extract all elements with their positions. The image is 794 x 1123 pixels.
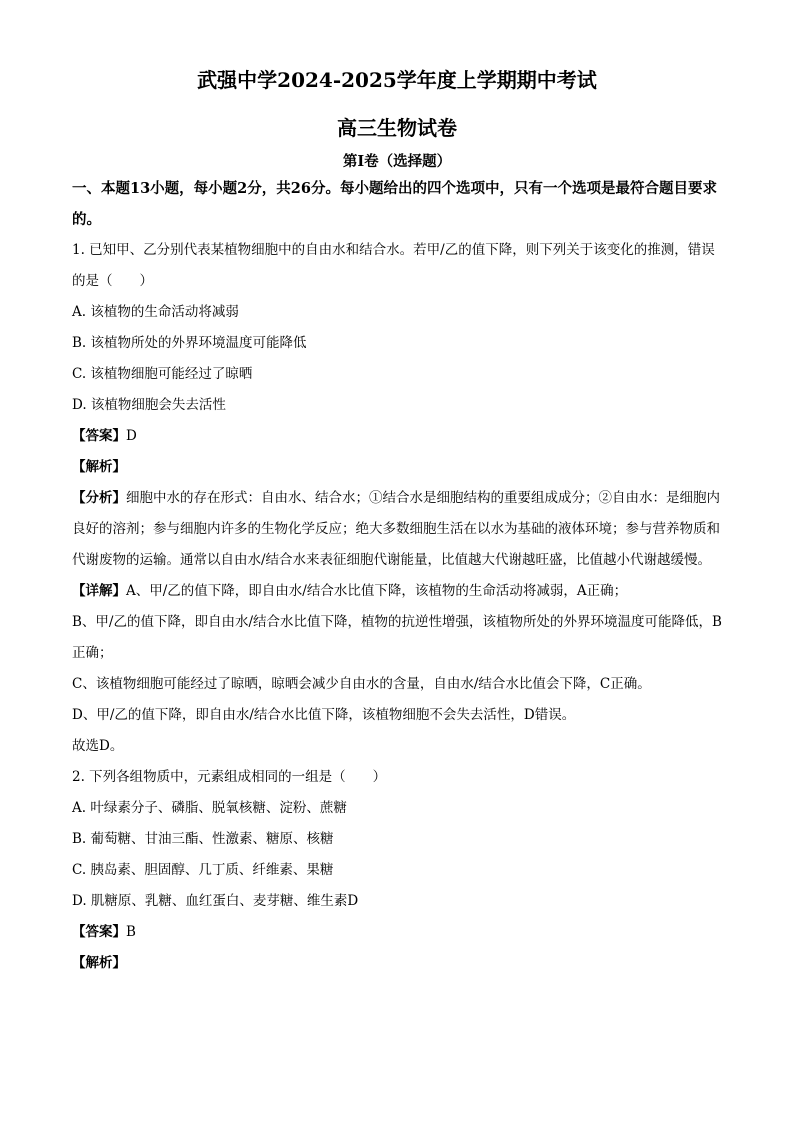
question-1-xiangjie-a [72,576,722,607]
question-1-xiangjie-d: D、甲/乙的值下降，即自由水/结合水比值下降，该植物细胞不会失去活性，D错误。 [72,707,576,723]
question-2-option-d: D. 肌糖原、乳糖、血红蛋白、麦芽糖、维生素D [72,893,359,909]
exam-subtitle: 高三生物试卷 [337,116,457,140]
exam-title: 武强中学2024-2025学年度上学期期中考试 [197,68,597,92]
question-1-xiangjie-b: B、甲/乙的值下降，即自由水/结合水比值下降，植物的抗逆性增强，该植物所处的外界环境温度可能降低，B正确； [72,614,722,661]
section-instruction: 一、本题13小题，每小题2分，共26分。每小题给出的四个选项中，只有一个选项是最符合题目要求的。 [72,180,717,228]
question-1-stem: 1. 已知甲、乙分别代表某植物细胞中的自由水和结合水。若甲/乙的值下降，则下列关于该变化的推测，错误的是（ ） [72,242,715,289]
analysis-label: 【解析】 [72,955,126,971]
question-1-xiangjie-c: C、该植物细胞可能经过了晾晒，晾晒会减少自由水的含量，自由水/结合水比值会下降，C正确。 [72,676,651,692]
question-2-stem: 2. 下列各组物质中，元素组成相同的一组是（ ） [72,769,387,785]
question-1-fenxi [72,483,722,576]
question-1-option-b: B. 该植物所处的外界环境温度可能降低 [72,335,307,351]
fenxi-label: 【分析】 [72,490,126,506]
fenxi-text: 细胞中水的存在形式：自由水、结合水；①结合水是细胞结构的重要组成成分；②自由水：是细胞内良好的溶剂；参与细胞内许多的生物化学反应；绝大多数细胞生活在以水为基础的液体环境；参与营养物质和代谢废物的运输。通常以自由水/结合水来表征细胞代谢能量，比值越大代谢越旺盛，比值越小代谢越缓慢。 [72,490,720,568]
question-1-analysis-heading [72,452,722,483]
xiangjie-label: 【详解】 [72,583,126,599]
question-1-option-a: A. 该植物的生命活动将减弱 [72,304,239,320]
question-1-option-c: C. 该植物细胞可能经过了晾晒 [72,366,253,382]
question-2-option-a: A. 叶绿素分子、磷脂、脱氧核糖、淀粉、蔗糖 [72,800,347,816]
question-2-option-b: B. 葡萄糖、甘油三酯、性激素、糖原、核糖 [72,831,334,847]
question-1-answer [72,421,722,452]
question-2 [72,762,722,979]
question-2-answer [72,917,722,948]
answer-value: B [126,924,136,940]
answer-value: D [126,428,137,444]
xiangjie-line: A、甲/乙的值下降，即自由水/结合水比值下降，该植物的生命活动将减弱，A正确； [126,583,628,599]
question-2-analysis-heading [72,948,722,979]
question-1-conclusion: 故选D。 [72,738,124,754]
question-1-option-d: D. 该植物细胞会失去活性 [72,397,226,413]
volume-heading: 第Ⅰ卷（选择题） [342,153,452,170]
exam-page [72,60,722,979]
question-2-option-c: C. 胰岛素、胆固醇、几丁质、纤维素、果糖 [72,862,334,878]
answer-label: 【答案】 [72,428,126,444]
question-1 [72,235,722,762]
analysis-label: 【解析】 [72,459,126,475]
answer-label: 【答案】 [72,924,126,940]
